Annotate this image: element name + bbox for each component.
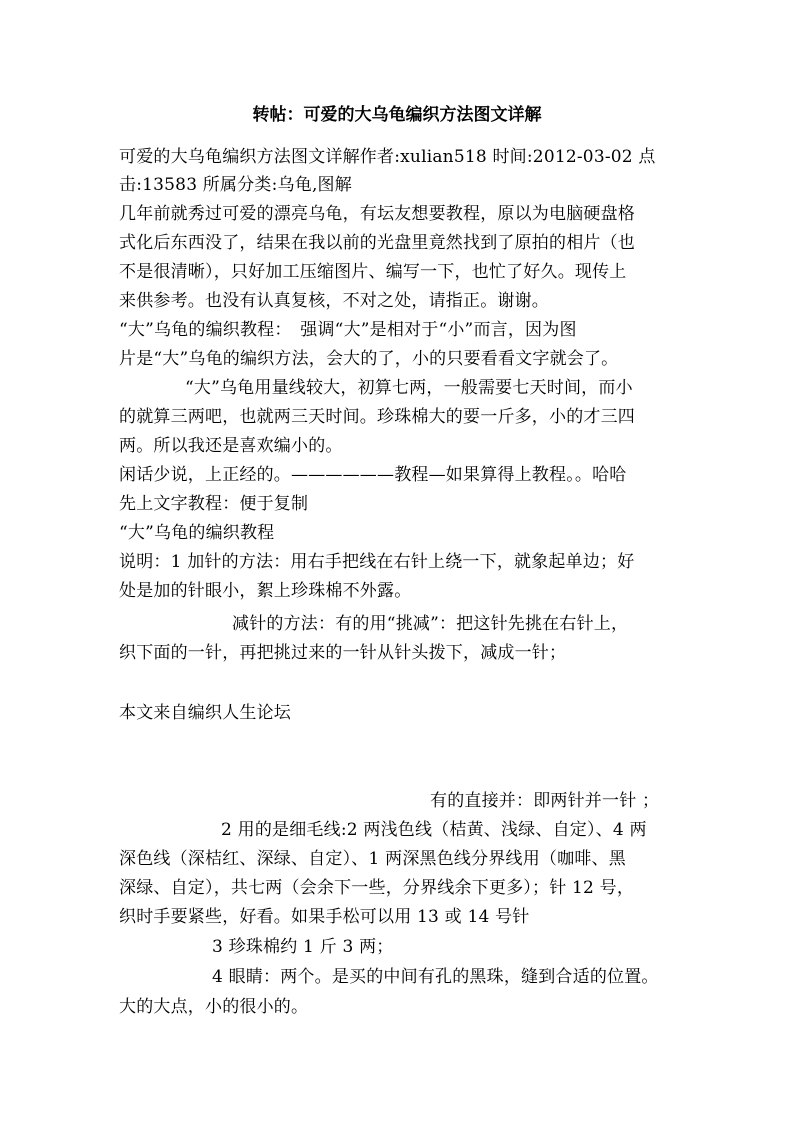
- text-line: “大”乌龟用量线较大，初算七两，一般需要七天时间，而小: [185, 378, 633, 398]
- text-line: 织下面的一针，再把挑过来的一针从针头拨下，减成一针；: [119, 643, 567, 663]
- text-line: 几年前就秀过可爱的漂亮乌龟，有坛友想要教程，原以为电脑硬盘格: [119, 204, 635, 224]
- text-line: 织时手要紧些，好看。如果手松可以用 13 或 14 号针: [119, 907, 530, 927]
- text-line: 可爱的大乌龟编织方法图文详解作者:xulian518 时间:2012-03-02 点: [119, 147, 656, 167]
- text-line: 深色线（深桔红、深绿、自定）、1 两深黑色线分界线用（咖啡、黑: [119, 849, 626, 869]
- text-line: 大的大点，小的很小的。: [119, 997, 309, 1017]
- text-line: 2 用的是细毛线:2 两浅色线（桔黄、浅绿、自定）、4 两: [221, 820, 647, 840]
- text-line: 两。所以我还是喜欢编小的。: [119, 436, 343, 456]
- text-line: 说明：1 加针的方法：用右手把线在右针上绕一下，就象起单边；好: [119, 552, 635, 572]
- text-line: 深绿、自定），共七两（会余下一些，分界线余下更多）；针 12 号，: [119, 878, 635, 898]
- text-line: 3 珍珠棉约 1 斤 3 两；: [212, 937, 394, 957]
- text-line: 的就算三两吧，也就两三天时间。珍珠棉大的要一斤多，小的才三四: [119, 407, 635, 427]
- text-line: 来供参考。也没有认真复核，不对之处，请指正。谢谢。: [119, 291, 549, 311]
- text-line: 闲话少说，上正经的。——————教程—如果算得上教程。。哈哈: [119, 465, 627, 485]
- text-line: 本文来自编织人生论坛: [119, 703, 291, 723]
- text-line: 有的直接并：即两针并一针 ；: [430, 791, 660, 811]
- text-line: “大”乌龟的编织教程： 强调“大”是相对于“小”而言，因为图: [119, 320, 577, 340]
- text-line: 处是加的针眼小，絮上珍珠棉不外露。: [119, 581, 412, 601]
- text-line: “大”乌龟的编织教程: [119, 523, 275, 543]
- text-line: 片是“大”乌龟的编织方法，会大的了，小的只要看看文字就会了。: [119, 349, 619, 369]
- text-line: 式化后东西没了，结果在我以前的光盘里竟然找到了原拍的相片（也: [119, 233, 635, 253]
- text-line: 不是很清晰），只好加工压缩图片、编写一下，也忙了好久。现传上: [119, 262, 627, 282]
- document-title: 转帖：可爱的大乌龟编织方法图文详解: [252, 105, 542, 125]
- text-line: 4 眼睛：两个。是买的中间有孔的黑珠，缝到合适的位置。: [212, 967, 659, 987]
- text-line: 减针的方法：有的用“挑减”：把这针先挑在右针上，: [232, 614, 629, 634]
- text-line: 击:13583 所属分类:乌龟,图解: [119, 175, 352, 195]
- text-line: 先上文字教程：便于复制: [119, 494, 309, 514]
